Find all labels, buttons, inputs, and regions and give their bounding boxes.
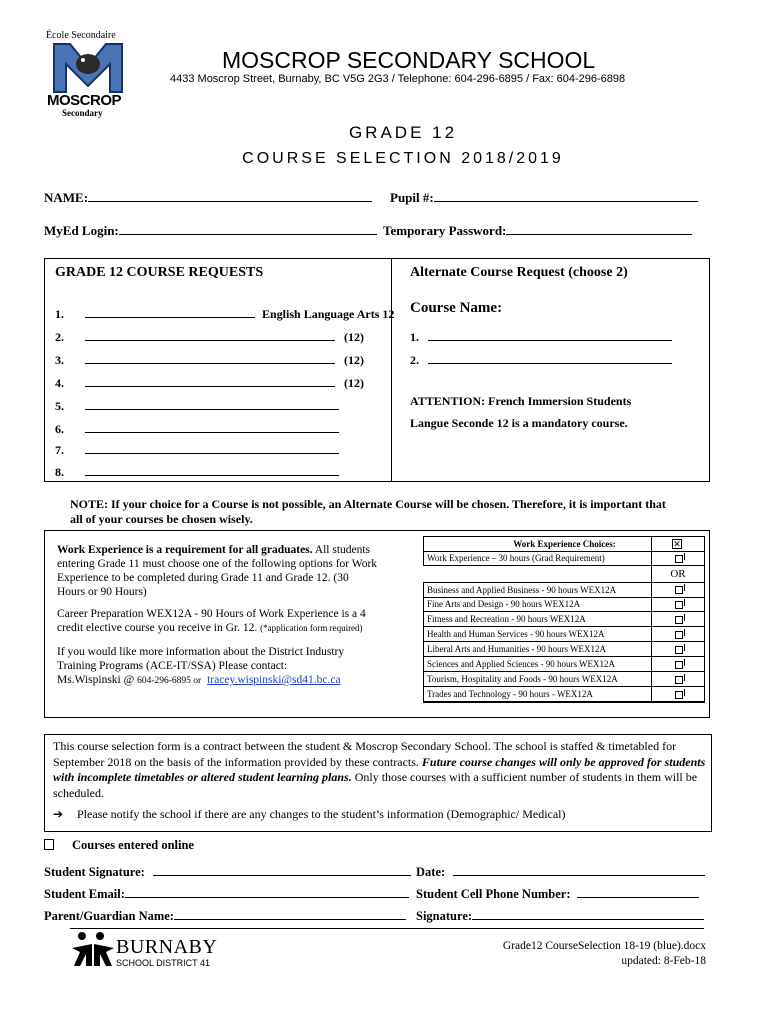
request-row-6[interactable]: 6. [55,419,339,437]
request-row-8[interactable]: 8. [55,462,339,480]
footer-divider [70,928,704,929]
choice-health[interactable]: Health and Human Services - 90 hours WEX12A [423,627,705,642]
request-row-3[interactable]: 3. (12) [55,350,364,368]
arrow-right-icon: ➔ [53,807,64,821]
district-logo [70,932,220,972]
student-signature-field[interactable]: Student Signature: [44,862,411,880]
request-row-1-course: English Language Arts 12 [262,307,395,321]
choice-fitness[interactable]: Fitness and Recreation - 90 hours WEX12A [423,612,705,627]
choice-30-hours[interactable]: Work Experience – 30 hours (Grad Requirement) [423,551,705,566]
logo-name: MOSCROP [47,92,122,109]
checkbox-icon[interactable] [675,691,683,699]
note-line-1: NOTE: If your choice for a Course is not possible, an Alternate Course will be chosen. Therefore, it is important that [70,497,666,511]
choice-sciences[interactable]: Sciences and Applied Sciences - 90 hours WEX12A [423,657,705,672]
attention-text: ATTENTION: French Immersion Students [410,394,632,408]
checkbox-icon[interactable] [44,839,54,850]
course-selection-heading: COURSE SELECTION 2018/2019 [242,150,564,167]
pupil-number-field[interactable] [390,188,698,206]
work-experience-intro: All students entering Grade 11 must choose one of the following options for Work Experience to be completed during Grade 11 and Grade 12. (30 Hours or 90 Hours) [57,544,378,598]
checkbox-icon[interactable] [675,646,683,654]
career-preparation-text: Career Preparation WEX12A - 90 Hours of Work Experience is a 4 credit elective course you receive in Gr. 12. [57,608,366,634]
contract-box [44,734,712,832]
contact-name: Ms.Wispinski @ [57,674,135,686]
district-figures-icon [70,932,116,968]
notify-line: ➔ Please notify the school if there are any changes to the student’s information (Demographic/ Medical) [53,807,566,821]
district-name: BURNABY [116,936,218,958]
name-field[interactable] [44,188,372,206]
request-row-7[interactable]: 7. [55,440,339,458]
checked-box-icon[interactable]: ✕ [673,539,681,549]
work-experience-box [44,530,710,718]
request-row-2[interactable]: 2. (12) [55,327,364,345]
course-requests-box [44,258,710,482]
cell-phone-field[interactable]: Student Cell Phone Number: [416,884,699,902]
alternate-heading: Alternate Course Request (choose 2) [410,265,628,280]
choice-tourism[interactable]: Tourism, Hospitality and Foods - 90 hours WEX12A [423,672,705,687]
contact-email-link[interactable]: tracey.wispinski@sd41.bc.ca [207,674,341,686]
request-row-4[interactable]: 4. (12) [55,373,364,391]
work-experience-requirement: Work Experience is a requirement for all graduates. [57,544,313,556]
myed-login-field[interactable] [44,221,377,239]
choices-table-heading: Work Experience Choices: [423,536,705,552]
myed-login-label: MyEd Login: [44,223,119,238]
checkbox-icon[interactable] [675,555,683,563]
courses-online-row[interactable]: Courses entered online [44,838,194,853]
course-requests-heading: GRADE 12 COURSE REQUESTS [55,265,264,280]
temporary-password-label: Temporary Password: [383,223,507,238]
checkbox-icon[interactable] [675,661,683,669]
alternate-row-2[interactable]: 2. [410,350,672,368]
checkbox-icon[interactable] [675,586,683,594]
career-preparation-note: (*application form required) [260,623,363,633]
school-address: 4433 Moscrop Street, Burnaby, BC V5G 2G3 / Telephone: 604-296-6895 / Fax: 604-296-6898 [170,73,626,85]
checkbox-icon[interactable] [675,601,683,609]
choice-trades[interactable]: Trades and Technology - 90 hours - WEX12A [423,687,705,702]
contract-bold-text: Future course changes will only be approved for students with incomplete timetables or altered student learning plans. [53,754,706,784]
checkbox-icon[interactable] [675,676,683,684]
district-subtitle: SCHOOL DISTRICT 41 [116,958,211,968]
contract-text: This course selection form is a contract between the student & Moscrop Secondary School. The school is staffed & timetabled for September 2018 on the basis of the information provided by these contracts. Future course changes will only be approved for students with incomplete timetables or altered student learning plans. Only those courses with a sufficient number of students in them will be scheduled. [53,739,706,800]
langue-seconde-text: Langue Seconde 12 is a mandatory course. [410,416,628,430]
date-field[interactable]: Date: [416,862,705,880]
school-title: MOSCROP SECONDARY SCHOOL [222,47,596,73]
alternate-row-1[interactable]: 1. [410,327,672,345]
name-label: NAME: [44,190,89,205]
pupil-number-label: Pupil #: [390,190,434,205]
student-email-field[interactable]: Student Email: [44,884,409,902]
school-logo [44,30,130,120]
choice-fine-arts[interactable]: Fine Arts and Design - 90 hours WEX12A [423,597,705,612]
checkbox-icon[interactable] [675,616,683,624]
checkbox-icon[interactable] [675,631,683,639]
parent-name-field[interactable]: Parent/Guardian Name: [44,906,406,924]
logo-m-graphic [52,42,124,94]
footer-updated: updated: 8-Feb-18 [621,955,706,967]
choice-liberal-arts[interactable]: Liberal Arts and Humanities - 90 hours WEX12A [423,642,705,657]
logo-top-text: École Secondaire [46,30,116,41]
logo-bottom-text: Secondary [62,108,103,118]
parent-signature-field[interactable]: Signature: [416,906,704,924]
contact-phone: 604-296-6895 or [137,676,202,686]
request-row-5[interactable]: 5. [55,396,339,414]
note-line-2: all of your courses be chosen wisely. [70,512,253,526]
grade-heading: GRADE 12 [348,123,458,142]
work-experience-choices-table [423,536,705,712]
industry-training-text: If you would like more information about the District Industry Training Programs (ACE-IT/SSA) Please contact: [57,646,345,672]
request-row-1[interactable]: 1. English Language Arts 12 [55,304,394,322]
course-name-label: Course Name: [410,300,503,316]
footer-filename: Grade12 CourseSelection 18-19 (blue).docx [502,940,706,952]
or-label: OR [670,568,686,580]
choice-business[interactable]: Business and Applied Business - 90 hours WEX12A [423,582,705,598]
temporary-password-field[interactable] [383,221,692,239]
work-experience-info [57,543,379,688]
